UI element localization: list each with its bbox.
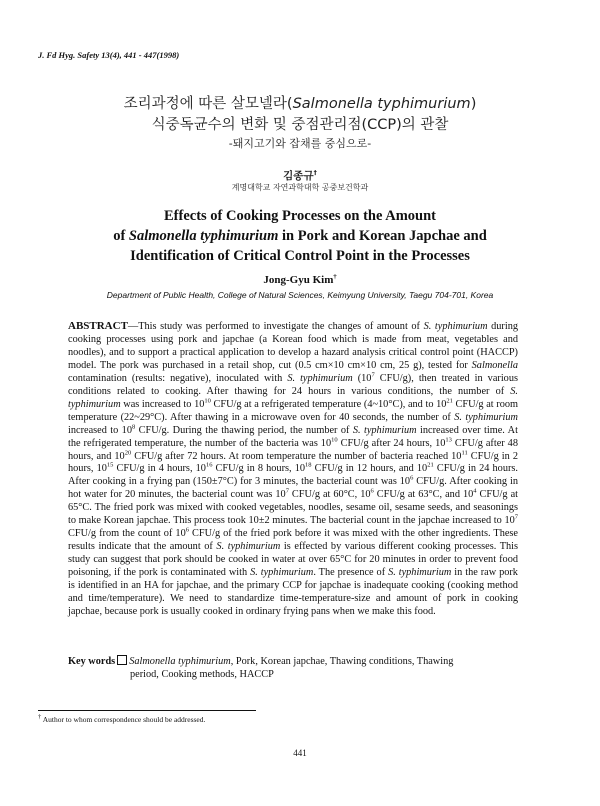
- page-number: 441: [293, 748, 307, 758]
- abstract-text: CFU/g after 72 hours. At room temperature the number of bacteria reached 10: [131, 450, 462, 462]
- footnote-mark: †: [38, 713, 42, 721]
- species-name: S. typhimurium: [68, 385, 518, 410]
- abstract-text: CFU/g in 2 hours, 10: [68, 450, 519, 475]
- abstract-text: CFU/g at 60°C, 10: [288, 489, 371, 501]
- keywords-rest1: , Pork, Korean japchae, Thawing conditions, Thawing: [230, 656, 454, 667]
- exponent: 7: [514, 513, 518, 521]
- abstract-text: CFU/g. After cooking in hot water for 20 minutes, the bacterial count was 10: [68, 476, 518, 501]
- abstract-text: CFU/g of the fried pork before it was mixed with the other ingredients. These results indicate that the amount of: [68, 528, 518, 553]
- abstract-text: . The presence of: [313, 567, 389, 579]
- exponent: 8: [131, 423, 136, 431]
- abstract-text: CFU/g in 4 hours, 10: [113, 463, 206, 475]
- abstract-text: CFU/g after 24 hours, 10: [337, 437, 446, 449]
- english-title-line2-pre: of: [113, 228, 129, 244]
- english-title-line2: [0, 226, 600, 246]
- korean-author-mark: †: [313, 168, 317, 177]
- exponent: 6: [370, 487, 374, 495]
- korean-title-species: Salmonella typhimurium: [292, 96, 471, 112]
- abstract-text: CFU/g), then treated in various conditions related to cooking. After thawing for 24 hours in various conditions, the number of: [68, 372, 518, 397]
- english-title-line2-post: in Pork and Korean Japchae and: [278, 228, 487, 244]
- abstract-text: was increased to 10: [120, 398, 205, 410]
- exponent: 10: [331, 436, 338, 444]
- korean-author: [0, 168, 600, 183]
- keywords-line1: [68, 655, 518, 668]
- abstract-dash: —: [127, 321, 139, 332]
- abstract-text: CFU/g at room temperature (22~29°C). After thawing in a microwave oven for 40 seconds, the number of: [68, 398, 519, 423]
- korean-title-line1-pre: 조리과정에 따른 살모넬라(: [123, 96, 293, 112]
- exponent: 6: [410, 475, 414, 483]
- abstract-text: is effected by various different cooking processes. This study can suggest that pork should be cooked in water at over 65°C for 20 minutes in order to prevent food poisoning, if the pork is contaminated with: [68, 541, 518, 579]
- english-affiliation: Department of Public Health, College of Natural Sciences, Keimyung University, Taegu 704-701, Korea: [106, 290, 494, 300]
- abstract-text: CFU/g at a refrigerated temperature (4~10°C), and to 10: [210, 398, 447, 410]
- korean-affiliation: 계명대학교 자연과학대학 공중보건학과: [231, 183, 369, 192]
- exponent: 16: [205, 462, 213, 470]
- journal-reference: J. Fd Hyg. Safety 13(4), 441 - 447(1998): [38, 50, 180, 60]
- abstract-text: CFU/g. During the thawing period, the number of: [135, 424, 353, 436]
- english-author: [0, 274, 600, 286]
- abstract-text: during cooking processes using pork and japchae (a Korean food which is made from meat, vegetables and noodles), and to support a practical application to develop a hazard analysis critical control point (HACCP) model. The pork was purchased in a retail shop, cut (0.5 cm×10 cm×10 cm, 25 g), tested for: [68, 321, 518, 371]
- footnote: [38, 715, 205, 724]
- exponent: 20: [124, 449, 132, 457]
- english-title-species: Salmonella typhimurium: [128, 228, 279, 244]
- exponent: 11: [461, 449, 468, 457]
- abstract-text: This study was performed to investigate the changes of amount of: [138, 321, 424, 332]
- checkbox-square-icon: [117, 655, 127, 665]
- abstract-label: ABSTRACT: [68, 320, 128, 332]
- korean-author-name: 김종규: [283, 170, 314, 182]
- species-name: S. typhimurium: [423, 321, 488, 332]
- exponent: 13: [445, 436, 452, 444]
- abstract-text: CFU/g at 65°C. The fried pork was mixed with cooked vegetables, noodles, sesame oil, sesame seeds, and seasonings to make Korean japchae. This process took 10±2 minutes. The bacterial count in the japchae increased to 10: [68, 489, 518, 527]
- species-name: S. typhimurium: [216, 541, 281, 553]
- exponent: 21: [427, 462, 434, 470]
- abstract-text: in the raw pork is identified in an HA for japchae, and the primary CCP for japchae is inadequate cooking (cooking method and time/temperature). We need to standardize time-temperature-size and amount of pork in cooking japchae, because pork is usually cooked in ordinary frying pans when we make this food.: [68, 567, 518, 617]
- abstract-text: CFU/g after 48 hours, and 10: [68, 437, 518, 462]
- english-author-name: Jong-Gyu Kim: [263, 274, 334, 286]
- abstract-text: contamination (results: negative), inoculated with: [68, 372, 288, 384]
- abstract-text: CFU/g from the count of 10: [68, 528, 186, 540]
- abstract: [68, 320, 518, 619]
- korean-title-line1: [0, 92, 600, 113]
- species-name: S. typhimurium: [352, 424, 417, 436]
- abstract-text: CFU/g at 63°C, and 10: [373, 489, 474, 501]
- exponent: 4: [473, 487, 477, 495]
- abstract-text: CFU/g in 12 hours, and 10: [311, 463, 428, 475]
- english-author-mark: †: [333, 273, 337, 281]
- species-name: S. typhimurium: [287, 372, 353, 384]
- keywords-label: Key words: [68, 656, 116, 667]
- exponent: 6: [185, 526, 189, 534]
- exponent: 21: [446, 397, 453, 405]
- genus-name: Salmonella: [471, 359, 518, 371]
- exponent: 7: [371, 371, 375, 379]
- keyword-species: Salmonella typhimurium: [129, 656, 231, 667]
- abstract-text: (10: [352, 372, 372, 384]
- abstract-text: CFU/g in 8 hours, 10: [212, 463, 305, 475]
- exponent: 10: [204, 397, 211, 405]
- species-name: S. typhimurium: [388, 567, 452, 579]
- exponent: 7: [285, 487, 289, 495]
- abstract-text: increased over time. At the refrigerated temperature, the number of the bacteria was 10: [68, 424, 518, 449]
- english-title-line3: Identification of Critical Control Point in the Processes: [130, 248, 470, 264]
- abstract-text: CFU/g in 24 hours. After cooking in a frying pan (150±7°C) for 3 minutes, the bacterial count was 10: [68, 463, 518, 488]
- exponent: 18: [305, 462, 312, 470]
- footnote-text: Author to whom correspondence should be addressed.: [42, 715, 206, 724]
- exponent: 15: [106, 462, 114, 470]
- species-name: S. typhimurium: [250, 567, 314, 579]
- korean-title-line2: 식중독균수의 변화 및 중점관리점(CCP)의 관찰: [151, 117, 449, 133]
- keywords: [68, 655, 518, 681]
- species-name: S. typhimurium: [454, 411, 518, 423]
- english-title-line1: Effects of Cooking Processes on the Amount: [164, 208, 436, 224]
- korean-subtitle: -돼지고기와 잡채를 중심으로-: [228, 137, 372, 150]
- keywords-line2: period, Cooking methods, HACCP: [130, 669, 274, 680]
- korean-title-line1-post: ): [470, 96, 477, 112]
- footnote-rule: [38, 710, 256, 711]
- abstract-text: increased to 10: [68, 424, 132, 436]
